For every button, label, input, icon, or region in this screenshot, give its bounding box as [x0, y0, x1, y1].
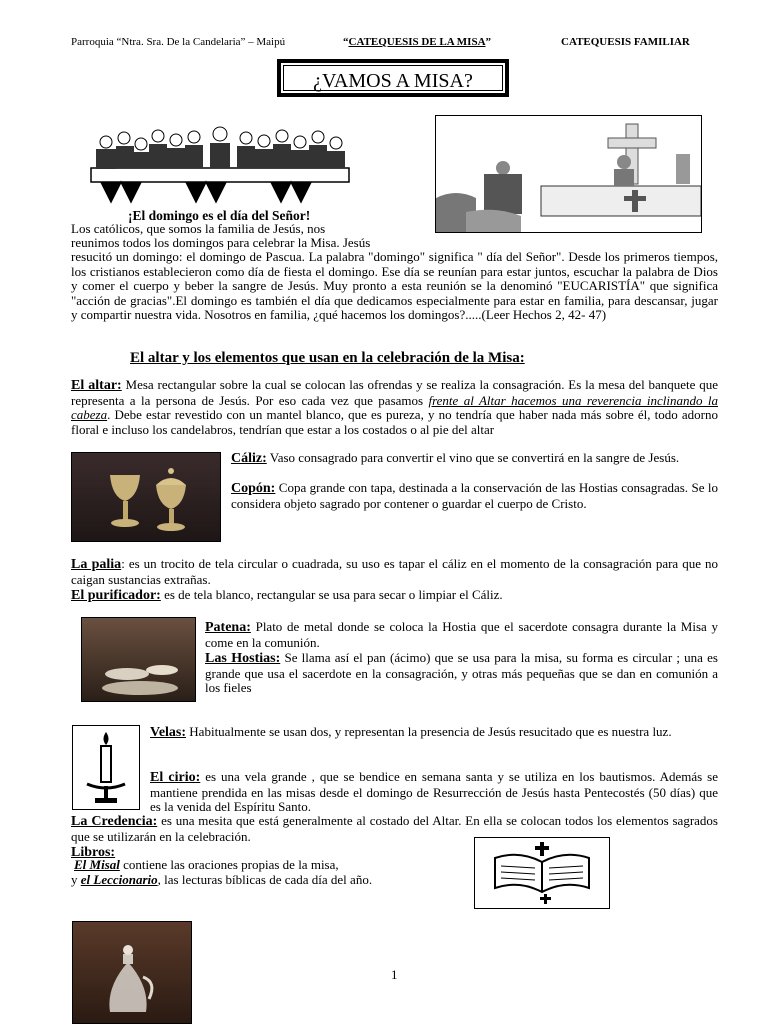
leccionario-text: , las lecturas bíblicas de cada día del año.	[157, 872, 373, 887]
leccionario-term: el Leccionario	[80, 872, 158, 887]
cruet-photo	[72, 921, 192, 1024]
patena-paragraph	[205, 620, 718, 650]
libros-label-text: Libros:	[71, 845, 116, 860]
section-heading: El altar y los elementos que usan en la celebración de la Misa:	[130, 350, 525, 366]
palia-paragraph	[71, 557, 718, 587]
intro-heading: ¡El domingo es el día del Señor!	[128, 208, 311, 223]
page-title-box	[277, 59, 509, 97]
candle-icon	[72, 725, 140, 810]
altar-text-a: Mesa rectangular sobre la cual se colocan las ofrendas y se realiza la consagración. Es la mesa del banquete que representa a la persona de Jesús. Por eso cada vez que pasamos	[71, 377, 718, 408]
header-title	[343, 36, 491, 48]
book-icon	[474, 837, 610, 909]
header-right: CATEQUESIS FAMILIAR	[561, 36, 690, 48]
quote-close: ”	[485, 36, 492, 48]
velas-label: Velas:	[150, 725, 187, 740]
altar-scene-image	[435, 115, 702, 233]
purificador-text: es de tela blanco, rectangular se usa para secar o limpiar el Cáliz.	[160, 587, 503, 602]
copon-text: Copa grande con tapa, destinada a la conservación de las Hostias consagradas. Se lo considera objeto sagrado por contener o guardar el cuerpo de Cristo.	[231, 480, 718, 511]
copon-label: Copón:	[231, 481, 276, 496]
velas-text: Habitualmente se usan dos, y representan la presencia de Jesús resucitado que es nuestra luz.	[186, 724, 672, 739]
misal-text: contiene las oraciones propias de la misa,	[119, 857, 339, 872]
velas-paragraph	[150, 725, 718, 741]
cirio-paragraph	[150, 770, 718, 815]
palia-text: : es un trocito de tela circular o cuadrada, su uso es tapar el cáliz en el momento de la consagración para que no caigan sustancias extrañas.	[71, 556, 719, 587]
caliz-text: Vaso consagrado para convertir el vino que se convertirá en la sangre de Jesús.	[266, 450, 680, 465]
altar-emph: frente al Altar hacemos una reverencia inclinando la cabeza	[71, 392, 718, 423]
leccionario-line	[71, 873, 451, 888]
credencia-label: La Credencia:	[71, 814, 158, 829]
altar-label: El altar:	[71, 378, 122, 393]
hostias-label: Las Hostias:	[205, 651, 281, 666]
palia-label: La palia	[71, 557, 122, 572]
credencia-paragraph	[71, 814, 718, 844]
intro-body: resucitó un domingo: el domingo de Pascua. La palabra "domingo" significa " día del Señor". Desde los primeros tiempos, los cristianos establecieron como día de fiesta el domingo. Ese día se reunían para estar juntos, escuchar la palabra de Dios y comer el cuerpo y beber la sangre de Jesús. Muy pronto a esta reunión se la denominó "EUCARISTÍA" que significa "acción de gracias".El domingo es también el día que dedicamos especialmente para estar en familia, para descansar, jugar y compartir nuestra vida. Nosotros en familia, ¿qué hacemos los domingos?.....(Leer Hechos 2, 42- 47)	[71, 249, 718, 323]
header-title-text: CATEQUESIS DE LA MISA	[348, 36, 486, 48]
purificador-paragraph	[71, 588, 718, 604]
credencia-text: es una mesita que está generalmente al costado del Altar. En ella se colocan todos los elementos sagrados que se utilizarán en la celebración.	[71, 813, 718, 844]
paten-photo	[81, 617, 196, 702]
patena-text: Plato de metal donde se coloca la Hostia que el sacerdote consagra durante la Misa y come en la comunión.	[205, 619, 718, 650]
intro-line1: Los católicos, que somos la familia de Jesús, nos	[71, 221, 326, 236]
altar-paragraph	[71, 378, 718, 437]
patena-label: Patena:	[205, 620, 251, 635]
last-supper-image	[86, 124, 354, 206]
caliz-paragraph	[231, 451, 718, 467]
y-conj: y	[71, 872, 81, 887]
cirio-label: El cirio:	[150, 770, 201, 785]
header-parish: Parroquia “Ntra. Sra. De la Candelaria” – Maipú	[71, 36, 286, 48]
page-number: 1	[391, 967, 398, 982]
misal-term: El Misal	[74, 857, 120, 872]
caliz-label: Cáliz:	[231, 451, 267, 466]
hostias-text: Se llama así el pan (ácimo) que se usa para la misa, su forma es circular ; una es grande que usa el sacerdote en la consagración, y otras más pequeñas que se dan en comunión a los fieles	[205, 650, 718, 696]
altar-text-b: . Debe estar revestido con un mantel blanco, que es pureza, y no tendría que haber nada más sobre él, todo adorno floral e incluso los candelabros, tendrían que estar a los costados o al pie del altar	[71, 407, 718, 437]
copon-paragraph	[231, 481, 718, 511]
quote-open: “	[343, 36, 349, 48]
chalice-photo	[71, 452, 221, 542]
intro-line2: reunimos todos los domingos para celebrar la Misa. Jesús	[71, 235, 371, 250]
hostias-paragraph	[205, 651, 718, 696]
purificador-label: El purificador:	[71, 588, 161, 603]
misal-line	[74, 858, 454, 873]
page-title: ¿VAMOS A MISA?	[283, 65, 503, 91]
cirio-text: es una vela grande , que se bendice en semana santa y se utiliza en los bautismos. Además se mantiene prendida en las misas desde el domingo de Resurrección de Jesús hasta Pentecostés (50 días) que es la venida del Espíritu Santo.	[150, 769, 718, 815]
